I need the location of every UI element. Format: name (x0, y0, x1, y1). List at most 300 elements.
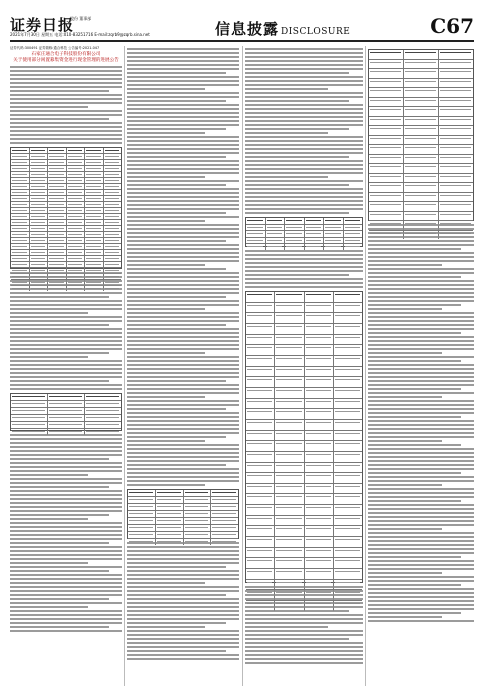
table-cell (29, 232, 48, 237)
table-cell (369, 155, 403, 164)
text-line (10, 130, 122, 132)
text-line (368, 292, 474, 294)
text-line (10, 352, 109, 354)
table-cell (246, 399, 274, 409)
text-line (127, 176, 205, 178)
text-line (368, 592, 474, 594)
table-cell (11, 166, 29, 171)
table-cell (403, 183, 438, 192)
table-cell (369, 183, 403, 192)
text-line (368, 404, 474, 406)
text-line (368, 472, 461, 474)
text-line (127, 256, 239, 258)
table-cell (210, 525, 238, 531)
text-line (127, 614, 239, 616)
text-line (245, 250, 363, 252)
table-cell (304, 463, 333, 473)
text-line (10, 336, 122, 338)
table-row (369, 50, 473, 59)
text-line (368, 424, 474, 426)
table-cell (103, 178, 122, 183)
table-row (246, 302, 362, 313)
text-line (245, 642, 363, 644)
text-line (10, 388, 122, 390)
table-cell (183, 504, 211, 510)
table-row (369, 135, 473, 145)
table-cell (403, 193, 438, 202)
text-line (10, 498, 122, 500)
announcement-code-line: 证券代码:300491 证券简称:通合科技 公告编号:2021-047 (10, 46, 100, 50)
table-cell (274, 452, 303, 462)
table-cell (403, 164, 438, 173)
text-line (245, 140, 363, 142)
table-cell (403, 155, 438, 164)
table-cell (47, 160, 66, 165)
table-cell (333, 377, 362, 387)
table-cell (66, 232, 85, 237)
table-cell (47, 415, 84, 421)
text-line (127, 400, 239, 402)
text-line (368, 416, 461, 418)
text-line (127, 184, 226, 186)
text-line (127, 164, 239, 166)
text-line (127, 598, 239, 600)
table-row (11, 189, 121, 195)
table-cell (333, 441, 362, 451)
data-table (368, 49, 474, 221)
table-cell (304, 452, 333, 462)
table-cell (438, 136, 473, 145)
table-cell (47, 148, 66, 153)
masthead-rule (10, 40, 474, 42)
text-line (245, 108, 363, 110)
text-line (368, 272, 474, 274)
text-line (127, 444, 239, 446)
data-table (10, 147, 122, 269)
table-cell (183, 497, 211, 503)
text-line (127, 432, 239, 434)
text-line (127, 408, 226, 410)
text-line (368, 284, 474, 286)
text-line (368, 444, 461, 446)
table-cell (333, 303, 362, 313)
table-row (11, 421, 121, 428)
table-cell (47, 154, 66, 159)
text-line (127, 308, 205, 310)
text-line (127, 80, 239, 82)
text-line (245, 148, 363, 150)
text-line (245, 120, 363, 122)
text-line (245, 124, 363, 126)
body-text (127, 48, 239, 486)
text-line (368, 480, 474, 482)
table-row (11, 207, 121, 213)
text-line (368, 260, 474, 262)
text-line (127, 566, 226, 568)
text-line (245, 212, 349, 214)
body-text (10, 434, 122, 632)
table-cell (369, 126, 403, 135)
table-cell (29, 220, 48, 225)
text-line (368, 576, 474, 578)
text-line (245, 48, 363, 50)
table-cell (11, 190, 29, 195)
text-line (10, 558, 122, 560)
table-cell (246, 516, 274, 526)
text-line (368, 536, 474, 538)
table-row (128, 510, 238, 517)
table-cell (11, 238, 29, 243)
table-cell (369, 212, 403, 221)
dateline: 2021年7月30日 星期五 电话:010-83251716 E-mail:zqrb9@zqrb.sina.net (10, 32, 150, 37)
table-cell (47, 178, 66, 183)
body-text (245, 250, 363, 288)
table-row (246, 292, 362, 302)
text-line (245, 80, 363, 82)
text-line (245, 286, 363, 288)
body-text (245, 48, 363, 214)
text-line (127, 578, 239, 580)
table-cell (333, 494, 362, 504)
table-cell (11, 262, 29, 267)
text-line (368, 528, 442, 530)
table-cell (274, 335, 303, 345)
table-cell (246, 303, 274, 313)
table-cell (369, 193, 403, 202)
text-line (10, 490, 122, 492)
table-cell (84, 196, 103, 201)
table-cell (246, 548, 274, 558)
text-line (245, 638, 349, 640)
table-cell (369, 69, 403, 78)
table-row (11, 165, 121, 171)
table-cell (66, 262, 85, 267)
table-cell (66, 160, 85, 165)
table-cell (304, 324, 333, 334)
table-cell (369, 145, 403, 154)
table-cell (11, 256, 29, 261)
text-line (245, 76, 363, 78)
table-row (246, 525, 362, 536)
table-cell (369, 107, 403, 116)
text-line (127, 116, 239, 118)
table-row (369, 154, 473, 164)
table-cell (11, 160, 29, 165)
table-cell (29, 148, 48, 153)
text-line (10, 344, 122, 346)
text-line (127, 340, 239, 342)
text-line (127, 156, 226, 158)
table-cell (11, 178, 29, 183)
text-line (245, 274, 349, 276)
table-cell (438, 69, 473, 78)
table-cell (11, 250, 29, 255)
table-cell (47, 232, 66, 237)
text-line (127, 76, 239, 78)
text-line (245, 282, 363, 284)
text-line (10, 98, 122, 100)
table-cell (438, 155, 473, 164)
table-cell (333, 313, 362, 323)
table-cell (403, 50, 438, 59)
table-cell (84, 232, 103, 237)
table-cell (246, 463, 274, 473)
table-cell (11, 154, 29, 159)
table-cell (438, 117, 473, 126)
text-line (127, 312, 239, 314)
text-line (368, 580, 474, 582)
table-cell (304, 431, 333, 441)
table-cell (246, 431, 274, 441)
text-line (368, 596, 474, 598)
table-cell (274, 473, 303, 483)
table-row (11, 407, 121, 414)
text-line (127, 574, 239, 576)
table-cell (333, 516, 362, 526)
text-line (368, 544, 474, 546)
table-cell (274, 505, 303, 515)
text-line (127, 550, 239, 552)
text-line (368, 456, 474, 458)
table-cell (155, 504, 183, 510)
text-line (10, 554, 122, 556)
table-cell (438, 174, 473, 183)
text-line (368, 308, 442, 310)
text-line (368, 296, 474, 298)
text-line (368, 552, 474, 554)
text-line (368, 620, 474, 622)
table-cell (274, 526, 303, 536)
text-line (127, 96, 239, 98)
text-line (127, 638, 239, 640)
text-line (368, 412, 474, 414)
text-line (127, 244, 239, 246)
text-line (368, 228, 474, 230)
logo-subtitle: 股份 董事部 (70, 16, 92, 21)
table-cell (246, 335, 274, 345)
table-cell (84, 394, 121, 400)
text-line (10, 538, 122, 540)
table-cell (343, 238, 363, 244)
table-cell (274, 345, 303, 355)
table-cell (29, 244, 48, 249)
table-cell (66, 250, 85, 255)
table-cell (246, 313, 274, 323)
text-line (245, 132, 328, 134)
text-line (245, 164, 363, 166)
text-line (245, 618, 363, 620)
table-row (369, 68, 473, 78)
text-line (127, 136, 239, 138)
text-line (127, 292, 239, 294)
text-line (127, 212, 226, 214)
table-row (11, 195, 121, 201)
text-line (368, 600, 474, 602)
table-cell (103, 238, 122, 243)
table-cell (183, 532, 211, 538)
text-line (10, 466, 122, 468)
text-line (127, 542, 239, 544)
table-cell (304, 526, 333, 536)
text-line (368, 508, 474, 510)
table-cell (47, 202, 66, 207)
text-line (245, 610, 349, 612)
data-table (10, 393, 122, 431)
text-line (368, 500, 461, 502)
table-cell (210, 497, 238, 503)
table-cell (183, 518, 211, 524)
text-line (10, 368, 122, 370)
column-1 (10, 46, 122, 686)
table-cell (333, 292, 362, 302)
text-line (245, 60, 363, 62)
text-line (368, 612, 461, 614)
text-line (368, 616, 442, 618)
text-line (10, 280, 122, 282)
text-line (127, 100, 226, 102)
table-row (246, 355, 362, 366)
table-cell (47, 208, 66, 213)
text-line (368, 572, 442, 574)
table-cell (343, 231, 363, 237)
text-line (127, 546, 239, 548)
table-cell (84, 250, 103, 255)
table-cell (246, 356, 274, 366)
table-cell (304, 569, 333, 579)
table-cell (304, 335, 333, 345)
text-line (10, 574, 122, 576)
table-cell (84, 238, 103, 243)
text-line (368, 320, 474, 322)
text-line (245, 56, 363, 58)
text-line (245, 594, 363, 596)
table-cell (246, 231, 265, 237)
text-line (127, 428, 239, 430)
text-line (245, 160, 363, 162)
text-line (368, 352, 442, 354)
data-table (245, 217, 363, 247)
text-line (245, 266, 363, 268)
table-cell (265, 225, 285, 231)
table-cell (304, 537, 333, 547)
table-row (369, 87, 473, 97)
text-line (127, 344, 239, 346)
text-line (127, 64, 239, 66)
data-table (245, 291, 363, 583)
text-line (127, 56, 239, 58)
text-line (10, 530, 122, 532)
table-cell (403, 126, 438, 135)
table-cell (369, 50, 403, 59)
table-row (11, 219, 121, 225)
text-line (10, 90, 109, 92)
table-cell (66, 184, 85, 189)
table-cell (66, 148, 85, 153)
table-cell (438, 79, 473, 88)
text-line (368, 224, 474, 226)
text-line (10, 454, 122, 456)
table-row (11, 213, 121, 219)
text-line (10, 614, 122, 616)
text-line (10, 102, 122, 104)
text-line (368, 392, 474, 394)
table-row (128, 524, 238, 531)
text-line (127, 280, 239, 282)
text-line (10, 578, 122, 580)
table-cell (304, 494, 333, 504)
text-line (10, 550, 122, 552)
table-cell (11, 244, 29, 249)
text-line (245, 136, 363, 138)
table-cell (369, 88, 403, 97)
table-cell (155, 490, 183, 496)
text-line (127, 328, 239, 330)
text-line (127, 132, 205, 134)
text-line (368, 496, 474, 498)
text-line (10, 308, 122, 310)
table-cell (103, 232, 122, 237)
text-line (10, 482, 122, 484)
table-row (246, 376, 362, 387)
text-line (127, 626, 205, 628)
text-line (368, 556, 461, 558)
table-cell (333, 548, 362, 558)
announcement-header (10, 52, 122, 64)
table-cell (438, 164, 473, 173)
table-cell (84, 244, 103, 249)
table-cell (29, 184, 48, 189)
text-line (127, 554, 239, 556)
table-cell (29, 166, 48, 171)
table-cell (128, 532, 155, 538)
table-cell (11, 202, 29, 207)
table-cell (29, 256, 48, 261)
table-cell (128, 525, 155, 531)
text-line (368, 340, 474, 342)
table-cell (246, 218, 265, 224)
text-line (368, 240, 474, 242)
text-line (368, 516, 474, 518)
table-cell (438, 193, 473, 202)
table-cell (304, 218, 324, 224)
text-line (368, 268, 474, 270)
table-row (11, 400, 121, 407)
text-line (10, 332, 122, 334)
text-line (368, 276, 461, 278)
table-row (11, 243, 121, 249)
table-row (369, 192, 473, 202)
text-line (245, 614, 363, 616)
section-title-cn: 信息披露 (215, 20, 280, 38)
table-cell (47, 262, 66, 267)
table-cell (304, 548, 333, 558)
table-row (246, 440, 362, 451)
table-row (246, 557, 362, 568)
body-text (245, 586, 363, 664)
table-row (246, 547, 362, 558)
text-line (127, 396, 205, 398)
text-line (10, 348, 122, 350)
table-cell (103, 196, 122, 201)
text-line (10, 566, 122, 568)
text-line (127, 562, 239, 564)
table-cell (84, 166, 103, 171)
table-cell (333, 335, 362, 345)
table-cell (304, 516, 333, 526)
table-cell (47, 190, 66, 195)
table-cell (246, 494, 274, 504)
text-line (368, 288, 474, 290)
